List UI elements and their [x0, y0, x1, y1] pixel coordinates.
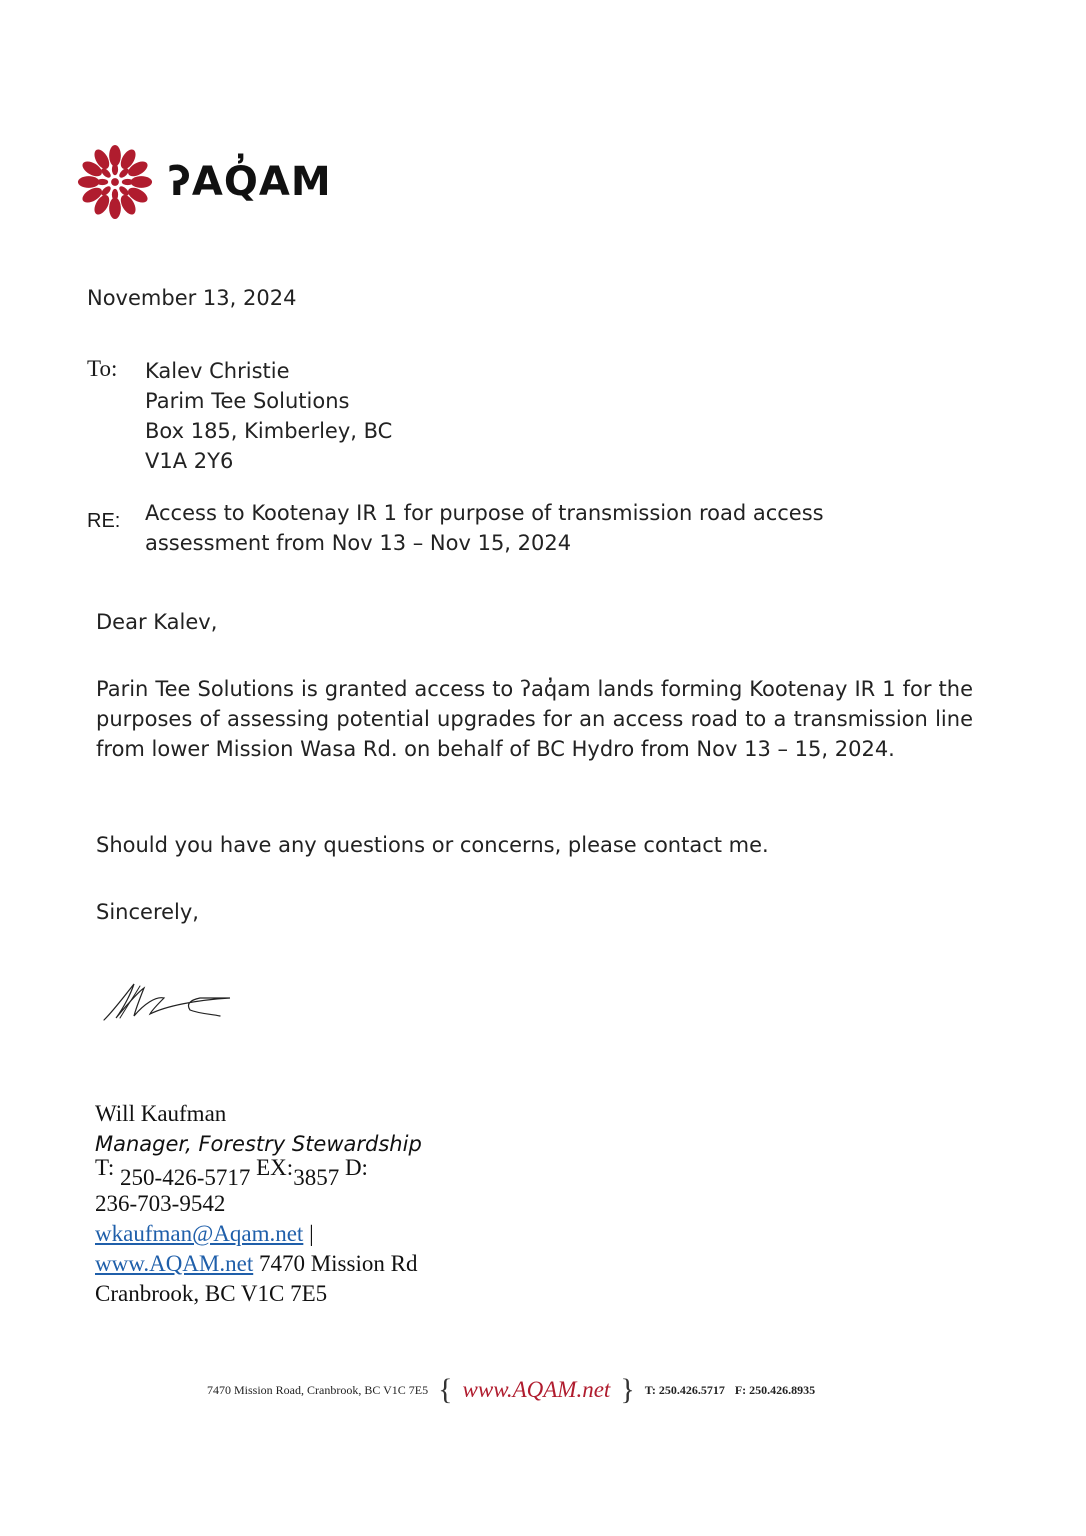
extension-number: 3857	[293, 1165, 340, 1190]
footer-address: 7470 Mission Road, Cranbrook, BC V1C 7E5	[207, 1382, 429, 1397]
re-label: RE:	[87, 510, 121, 532]
recipient-name: Kalev Christie	[145, 359, 290, 383]
city-line: Cranbrook, BC V1C 7E5	[95, 1281, 328, 1306]
footer-phone: 250.426.5717	[658, 1382, 725, 1397]
email-line	[95, 1219, 422, 1249]
footer-website: www.AQAM.net	[462, 1377, 611, 1402]
footer-fax-label: F:	[734, 1382, 747, 1397]
footer-brace-open: {	[438, 1373, 453, 1406]
closing: Sincerely,	[96, 900, 199, 924]
footer-fax: 250.426.8935	[749, 1382, 816, 1397]
street-address: 7470 Mission Rd	[258, 1251, 418, 1276]
signature-block	[95, 1099, 422, 1309]
flower-emblem-icon	[76, 143, 154, 221]
to-label: To:	[87, 356, 118, 381]
recipient-street: Box 185, Kimberley, BC	[145, 419, 393, 443]
website-link[interactable]: www.AQAM.net	[95, 1251, 254, 1276]
phone-line	[95, 1155, 422, 1190]
contact-sentence: Should you have any questions or concerns, please contact me.	[96, 833, 769, 857]
recipient-company: Parim Tee Solutions	[145, 389, 350, 413]
subject-line	[145, 498, 925, 558]
footer-brace-close: }	[620, 1373, 635, 1406]
footer-phone-label: T:	[644, 1382, 656, 1397]
email-link[interactable]: wkaufman@Aqam.net	[95, 1221, 304, 1246]
recipient-address	[145, 356, 392, 476]
direct-label: D:	[344, 1155, 368, 1180]
subject-line-2: assessment from Nov 13 – Nov 15, 2024	[145, 531, 572, 555]
phone-number: 250-426-5717	[120, 1165, 251, 1190]
body-paragraph: Parin Tee Solutions is granted access to ʔaq̓am lands forming Kootenay IR 1 for the purposes of assessing potential upgrades for an access road to a transmission line from lower Mission Wasa Rd. on behalf of BC Hydro from Nov 13 – 15, 2024.	[96, 677, 973, 761]
logo-wordmark: ʔAQ̓AM	[168, 159, 332, 205]
letterhead-footer	[207, 1375, 867, 1405]
signer-name: Will Kaufman	[95, 1101, 227, 1126]
aqam-logo	[76, 143, 332, 221]
signer-title: Manager, Forestry Stewardship	[95, 1132, 422, 1156]
subject-line-1: Access to Kootenay IR 1 for purpose of transmission road access	[145, 501, 824, 525]
extension-label: EX:	[256, 1155, 294, 1180]
web-line	[95, 1249, 422, 1279]
salutation: Dear Kalev,	[96, 610, 218, 634]
separator: |	[309, 1221, 314, 1246]
phone-label: T:	[95, 1155, 115, 1180]
letter-date: November 13, 2024	[87, 286, 297, 310]
recipient-postal: V1A 2Y6	[145, 449, 234, 473]
handwritten-signature	[100, 976, 240, 1026]
direct-number: 236-703-9542	[95, 1191, 226, 1216]
